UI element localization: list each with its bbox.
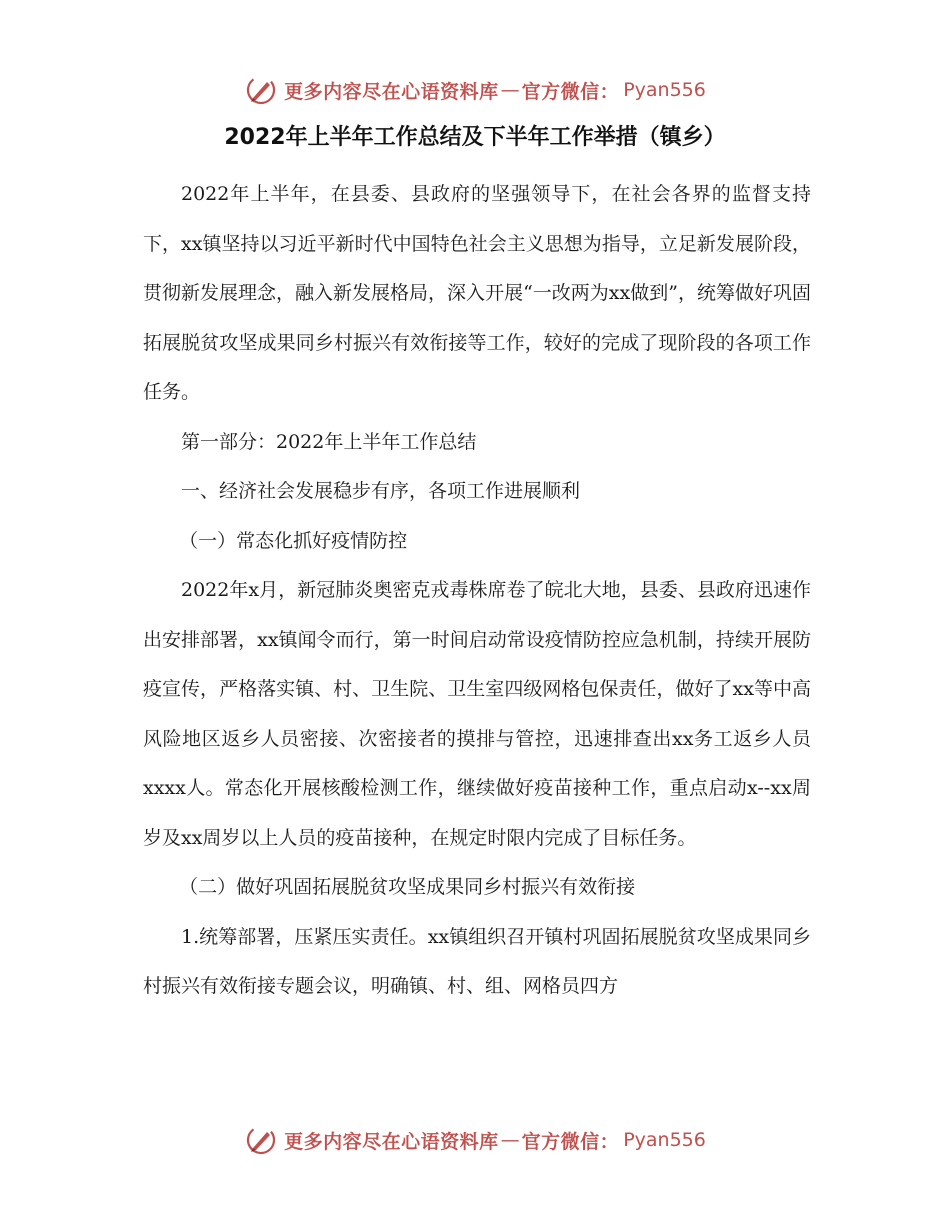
watermark-text: 更多内容尽在心语资料库 <box>284 1130 499 1153</box>
document-title: 2022年上半年工作总结及下半年工作举措（镇乡） <box>224 125 726 150</box>
watermark-contact: 官方微信： <box>521 1130 620 1153</box>
watermark-separator: — <box>500 79 520 101</box>
paragraph-subsection-two-heading: （二）做好巩固拓展脱贫攻坚成果同乡村振兴有效衔接 <box>179 876 636 898</box>
watermark-contact: 官方微信： <box>521 80 620 103</box>
paragraph-subsection-one-heading: （一）常态化抓好疫情防控 <box>179 529 408 552</box>
paragraph-item-one: 1.统筹部署，压紧压实责任。xx镇组织召开镇村巩固拓展脱贫攻坚成果同乡村振兴有效衔接专题会议，明确镇、村、组、网格员四方 <box>143 925 811 997</box>
paragraph-section-one-heading: 一、经济社会发展稳步有序，各项工作进展顺利 <box>181 480 581 502</box>
watermark-id: Pyan556 <box>623 1129 706 1151</box>
paragraph-part-one-heading: 第一部分：2022年上半年工作总结 <box>181 430 477 453</box>
paragraph-epidemic-control: 2022年x月，新冠肺炎奥密克戎毒株席卷了皖北大地，县委、县政府迅速作出安排部署，xx镇闻令而行，第一时间启动常设疫情防控应急机制，持续开展防疫宣传，严格落实镇、村、卫生院、卫生室四级网格包保责任，做好了xx等中高风险地区返乡人员密接、次密接者的摸排与管控，迅速排查出xx务工返乡人员xxxx人。常态化开展核酸检测工作，继续做好疫苗接种工作，重点启动x--xx周岁及xx周岁以上人员的疫苗接种，在规定时限内完成了目标任务。 <box>143 579 811 849</box>
watermark-banner-top <box>0 70 950 110</box>
document-body <box>143 170 811 1012</box>
watermark-id: Pyan556 <box>623 79 706 101</box>
watermark-banner-bottom <box>0 1120 950 1160</box>
paragraph-intro: 2022年上半年，在县委、县政府的坚强领导下，在社会各界的监督支持下，xx镇坚持以习近平新时代中国特色社会主义思想为指导，立足新发展阶段，贯彻新发展理念，融入新发展格局，深入开展“一改两为xx做到”，统筹做好巩固拓展脱贫攻坚成果同乡村振兴有效衔接等工作，较好的完成了现阶段的各项工作任务。 <box>143 183 811 403</box>
pen-logo-icon <box>244 1123 278 1157</box>
watermark-separator: — <box>500 1129 520 1151</box>
pen-logo-icon <box>244 73 278 107</box>
watermark-text: 更多内容尽在心语资料库 <box>284 80 499 103</box>
